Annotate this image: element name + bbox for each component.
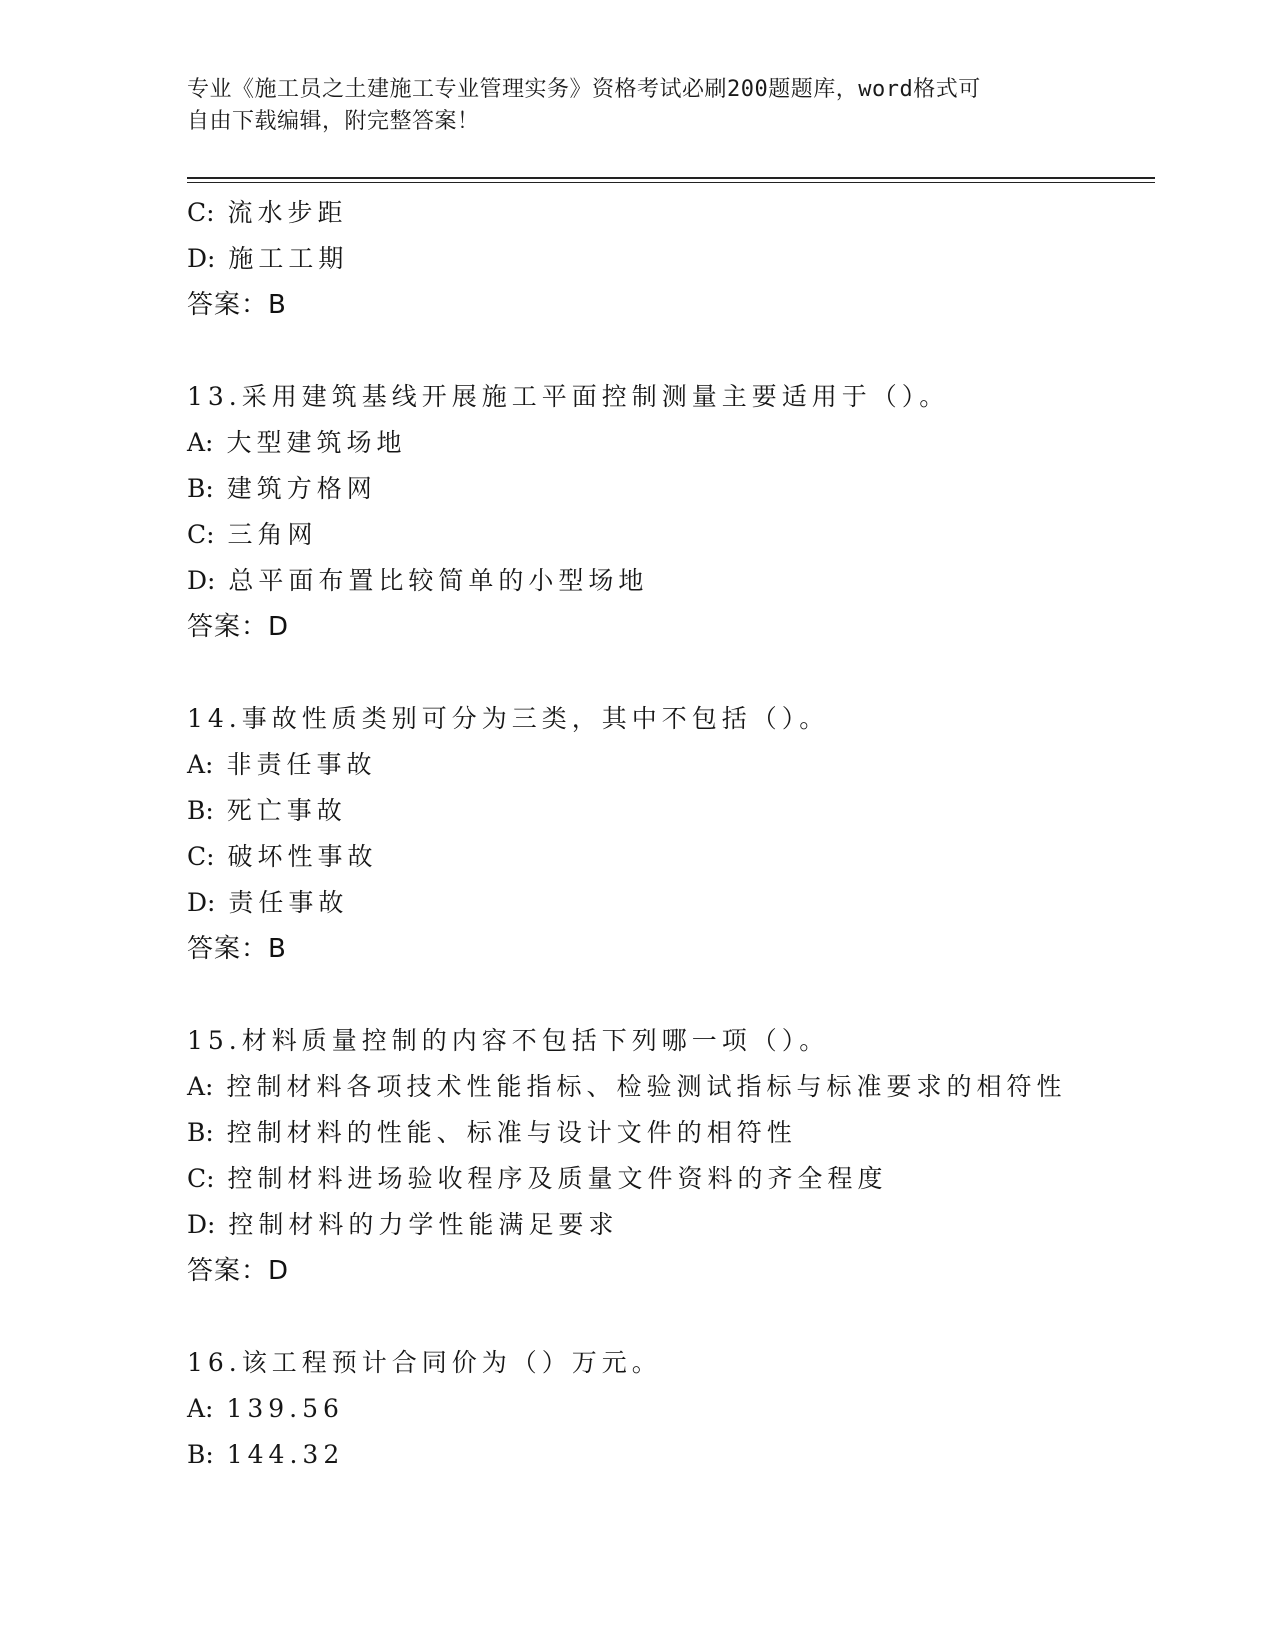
option-letter: D: (187, 244, 216, 273)
option-item (187, 788, 1155, 834)
option-text: 控制材料的性能、标准与设计文件的相符性 (226, 1118, 797, 1147)
option-letter: C: (187, 842, 215, 871)
question-stem: 13.采用建筑基线开展施工平面控制测量主要适用于（）。 (187, 382, 950, 411)
question-stem: 15.材料质量控制的内容不包括下列哪一项（）。 (187, 1026, 830, 1055)
option-letter: C: (187, 198, 215, 227)
option-letter: A: (187, 750, 214, 779)
option-text: 控制材料进场验收程序及质量文件资料的齐全程度 (227, 1164, 888, 1193)
question-stem: 14.事故性质类别可分为三类，其中不包括（）。 (187, 704, 830, 733)
header-line-1: 专业《施工员之土建施工专业管理实务》资格考试必刷200题题库，word格式可 (187, 77, 981, 102)
option-text: 施工工期 (228, 244, 349, 273)
option-item (187, 1110, 1155, 1156)
option-item (187, 466, 1155, 512)
option-letter: C: (187, 520, 215, 549)
spacer (187, 328, 1155, 374)
option-item (187, 742, 1155, 788)
page-header (187, 74, 1087, 138)
option-item (187, 1064, 1155, 1110)
option-text: 责任事故 (228, 888, 349, 917)
header-line-2: 自由下载编辑，附完整答案！ (187, 109, 480, 134)
option-item (187, 558, 1155, 604)
option-text: 流水步距 (227, 198, 348, 227)
option-item (187, 880, 1155, 926)
option-text: 控制材料的力学性能满足要求 (228, 1210, 619, 1239)
answer-label: 答案：B (187, 290, 287, 320)
spacer (187, 650, 1155, 696)
option-text: 139.56 (226, 1394, 344, 1423)
option-item (187, 420, 1155, 466)
spacer (187, 972, 1155, 1018)
answer-label: 答案：D (187, 1256, 290, 1286)
question-stem: 16.该工程预计合同价为（）万元。 (187, 1348, 662, 1377)
option-item (187, 1386, 1155, 1432)
option-text: 总平面布置比较简单的小型场地 (228, 566, 649, 595)
option-text: 建筑方格网 (226, 474, 377, 503)
option-item (187, 190, 1155, 236)
option-letter: B: (187, 1118, 214, 1147)
option-text: 非责任事故 (226, 750, 377, 779)
option-text: 144.32 (226, 1440, 345, 1469)
option-text: 死亡事故 (226, 796, 347, 825)
option-letter: C: (187, 1164, 215, 1193)
option-item (187, 1202, 1155, 1248)
option-letter: D: (187, 1210, 216, 1239)
option-letter: A: (187, 1072, 214, 1101)
option-letter: D: (187, 888, 216, 917)
option-text: 大型建筑场地 (226, 428, 407, 457)
option-item (187, 1156, 1155, 1202)
option-text: 控制材料各项技术性能指标、检验测试指标与标准要求的相符性 (226, 1072, 1067, 1101)
option-letter: D: (187, 566, 216, 595)
answer-label: 答案：D (187, 612, 290, 642)
option-text: 破坏性事故 (227, 842, 378, 871)
option-item (187, 512, 1155, 558)
option-item (187, 834, 1155, 880)
option-letter: A: (187, 428, 214, 457)
header-divider (187, 177, 1155, 183)
option-letter: B: (187, 474, 214, 503)
option-letter: A: (187, 1394, 214, 1423)
option-text: 三角网 (227, 520, 318, 549)
option-item (187, 1432, 1155, 1478)
option-item (187, 236, 1155, 282)
answer-label: 答案：B (187, 934, 287, 964)
option-letter: B: (187, 1440, 214, 1469)
spacer (187, 1294, 1155, 1340)
question-list (187, 190, 1155, 1478)
option-letter: B: (187, 796, 214, 825)
